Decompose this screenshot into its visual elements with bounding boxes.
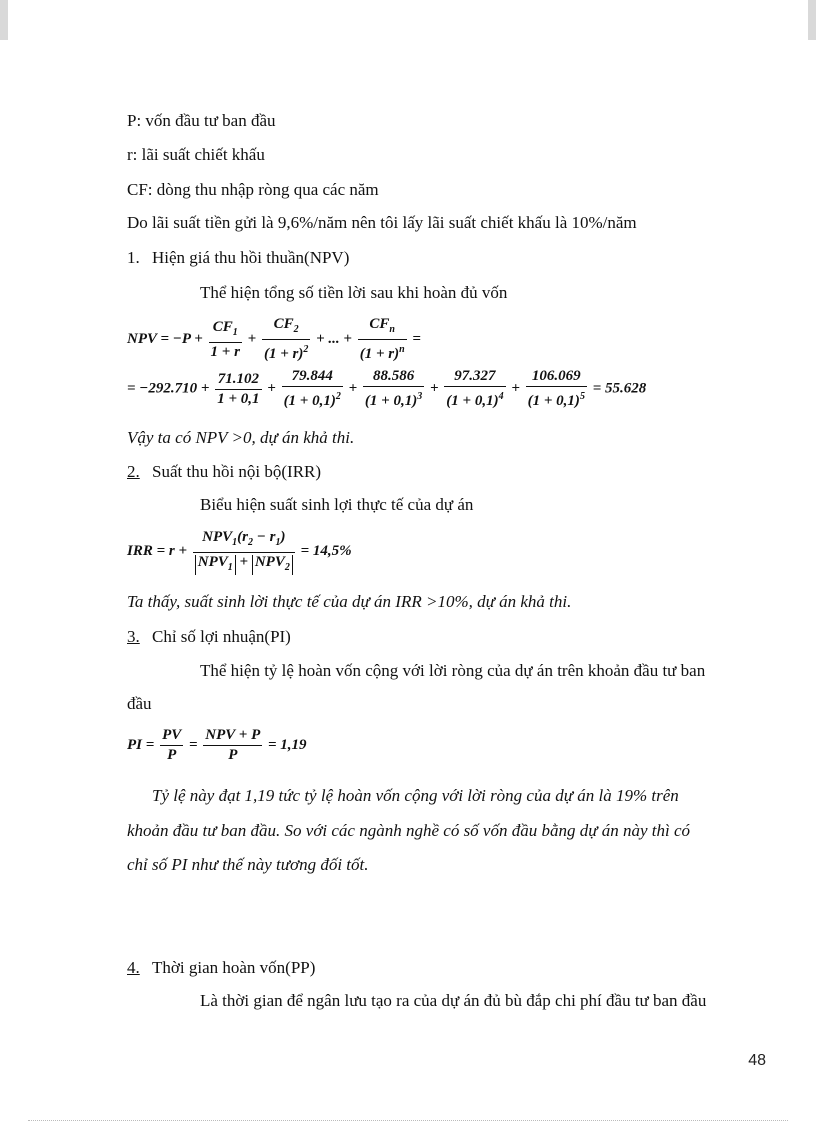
npv-calc-term-2: $\frac{79.844}{(1 + 0,1)^2}$ — [283, 368, 341, 409]
npv-conclusion: Vậy ta có NPV >0, dự án khả thi. — [127, 428, 355, 447]
discount-rate-note: Do lãi suất tiền gửi là 9,6%/năm nên tôi lấy lãi suất chiết khấu là 10%/năm — [127, 213, 637, 232]
npv-term-2: $\frac{CF_2}{(1 + r)^2}$ — [263, 316, 309, 362]
pi-conclusion-line-2: khoản đầu tư ban đầu. So với các ngành nghề có số vốn đầu bằng dự án này thì có — [127, 821, 691, 840]
npv-formula-lhs: NPV = −P + — [127, 330, 203, 347]
npv-calc-term-3: $\frac{88.586}{(1 + 0,1)^3}$ — [364, 368, 423, 409]
npv-term-n: $\frac{CF_n}{(1 + r)^n}$ — [359, 316, 405, 362]
pi-description-line-2: đầu — [127, 694, 152, 713]
section-title: Chỉ số lợi nhuận(PI) — [152, 627, 291, 646]
page-corner-mark-left — [0, 0, 8, 40]
section-title: Hiện giá thu hồi thuần(NPV) — [152, 248, 350, 267]
section-number: 2. — [127, 462, 140, 481]
irr-result: = 14,5% — [300, 542, 352, 559]
definition-r: r: lãi suất chiết khấu — [127, 145, 265, 164]
section-pi-heading — [127, 627, 291, 647]
definition-cf: CF: dòng thu nhập ròng qua các năm — [127, 180, 379, 199]
definition-p: P: vốn đầu tư ban đầu — [127, 111, 276, 130]
npv-calc-term-4: $\frac{97.327}{(1 + 0,1)^4}$ — [446, 368, 504, 409]
page-number: 48 — [748, 1052, 766, 1069]
section-number: 3. — [127, 627, 140, 646]
npv-result: = 55.628 — [592, 380, 647, 397]
npv-description: Thể hiện tổng số tiền lời sau khi hoàn đủ vốn — [200, 283, 508, 302]
irr-formula-lhs: IRR = r + — [127, 542, 188, 559]
section-number: 1. — [127, 248, 140, 267]
section-title: Suất thu hồi nội bộ(IRR) — [152, 462, 322, 481]
pi-conclusion-line-3: chỉ số PI như thế này tương đối tốt. — [127, 855, 369, 874]
pi-description-line-1: Thể hiện tỷ lệ hoàn vốn cộng với lời ròng của dự án trên khoản đầu tư ban — [200, 661, 706, 680]
npv-calc-term-1: $\frac{71.102}{1 + 0,1}$ — [217, 370, 260, 407]
npv-calc-lead: = −292.710 + — [127, 380, 210, 397]
pp-description: Là thời gian để ngân lưu tạo ra của dự án đủ bù đắp chi phí đầu tư ban đầu — [200, 991, 707, 1010]
section-pp-heading — [127, 958, 315, 978]
npv-term-1: $\frac{CF_1}{1 + r}$ — [210, 318, 240, 360]
section-title: Thời gian hoàn vốn(PP) — [152, 958, 316, 977]
pi-fraction-2: $\frac{\text{NPV + P}}{P}$ — [205, 727, 261, 763]
pi-formula-lhs: PI = — [127, 736, 155, 753]
pi-result: = 1,19 — [268, 736, 307, 753]
page-bottom-border — [28, 1120, 788, 1121]
irr-fraction: $\frac{NPV_1(r_2 - r_1)}{NPV_1 + NPV_2}$ — [193, 528, 295, 575]
pi-formula: PI = $\frac{PV}{P}$ = $\frac{\text{NPV + P}}{P}$ = 1,19 — [127, 727, 307, 763]
page-corner-mark-right — [808, 0, 816, 40]
irr-formula — [127, 528, 352, 575]
npv-calculation: = −292.710 + $\frac{71.102}{1 + 0,1}$ + $\frac{79.844}{(1 + 0,1)^2}$ + $\frac{88.586}{(1 + 0,1)^3}$ + $\frac{97.327}{(1 + 0,1)^4}$ + $\frac{106.069}{(1 + 0,1)^5}$ = 55.628 — [127, 368, 647, 409]
section-number: 4. — [127, 958, 140, 977]
irr-conclusion: Ta thấy, suất sinh lời thực tế của dự án IRR >10%, dự án khả thi. — [127, 592, 572, 611]
section-irr-heading — [127, 462, 321, 482]
npv-formula: NPV = −P + $\frac{CF_1}{1 + r}$ + $\frac{CF_2}{(1 + r)^2}$ + ... + $\frac{CF_n}{(1 + r)^n}$ = — [127, 316, 421, 362]
irr-description: Biểu hiện suất sinh lợi thực tế của dự án — [200, 495, 474, 514]
section-npv-heading — [127, 248, 349, 268]
pi-conclusion-line-1: Tỷ lệ này đạt 1,19 tức tỷ lệ hoàn vốn cộng với lời ròng của dự án là 19% trên — [152, 786, 679, 805]
pi-fraction-1: $\frac{PV}{P}$ — [162, 727, 182, 763]
npv-calc-term-5: $\frac{106.069}{(1 + 0,1)^5}$ — [527, 368, 585, 409]
